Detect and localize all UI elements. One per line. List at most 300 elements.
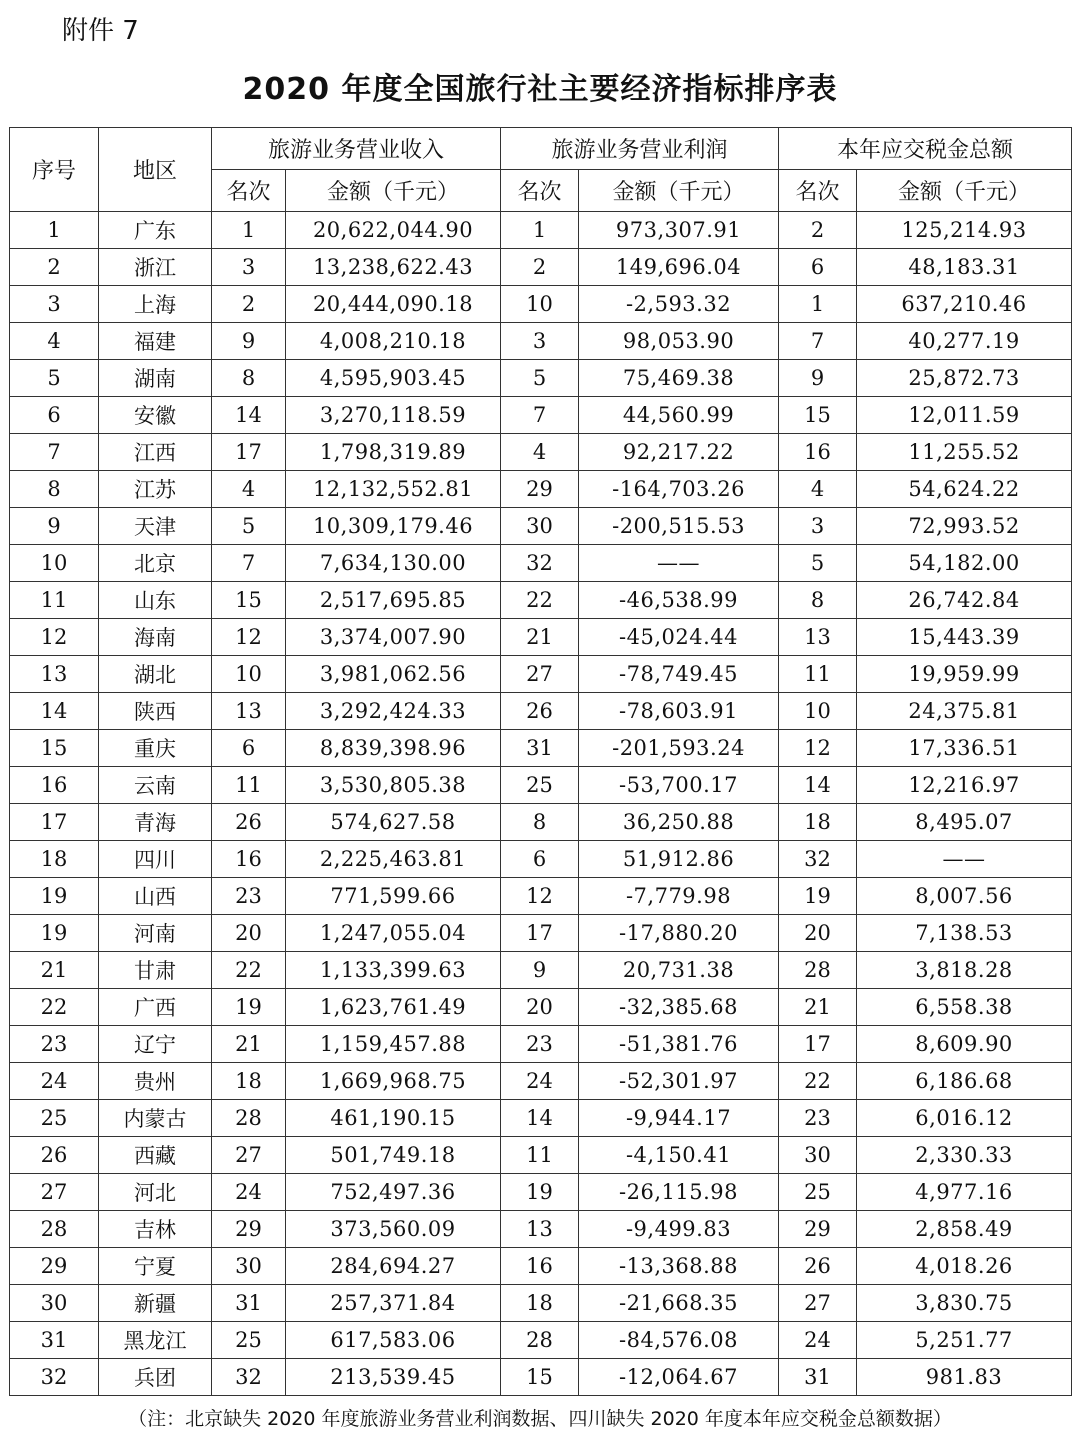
cell-seq: 1 <box>10 212 99 249</box>
cell-seq: 23 <box>10 1026 99 1063</box>
cell-tax-rank: 32 <box>779 841 857 878</box>
cell-profit-rank: 18 <box>501 1285 579 1322</box>
cell-profit-rank: 28 <box>501 1322 579 1359</box>
cell-profit-rank: 32 <box>501 545 579 582</box>
table-row <box>10 508 1072 545</box>
table-row <box>10 1211 1072 1248</box>
cell-revenue-amount: 752,497.36 <box>286 1174 501 1211</box>
header-seq: 序号 <box>10 128 99 212</box>
cell-profit-rank: 22 <box>501 582 579 619</box>
cell-tax-rank: 8 <box>779 582 857 619</box>
cell-revenue-rank: 23 <box>212 878 286 915</box>
cell-revenue-amount: 213,539.45 <box>286 1359 501 1396</box>
cell-tax-rank: 3 <box>779 508 857 545</box>
cell-tax-amount: 3,818.28 <box>857 952 1072 989</box>
cell-revenue-rank: 28 <box>212 1100 286 1137</box>
cell-revenue-amount: 284,694.27 <box>286 1248 501 1285</box>
cell-profit-rank: 1 <box>501 212 579 249</box>
cell-tax-rank: 16 <box>779 434 857 471</box>
cell-region: 贵州 <box>99 1063 212 1100</box>
cell-revenue-amount: 461,190.15 <box>286 1100 501 1137</box>
cell-revenue-rank: 17 <box>212 434 286 471</box>
cell-tax-amount: 25,872.73 <box>857 360 1072 397</box>
cell-profit-amount: -78,603.91 <box>579 693 779 730</box>
table-row <box>10 915 1072 952</box>
cell-revenue-amount: 574,627.58 <box>286 804 501 841</box>
cell-profit-rank: 31 <box>501 730 579 767</box>
cell-revenue-rank: 25 <box>212 1322 286 1359</box>
cell-profit-amount: 44,560.99 <box>579 397 779 434</box>
table-row <box>10 1322 1072 1359</box>
table-row <box>10 360 1072 397</box>
cell-revenue-rank: 3 <box>212 249 286 286</box>
cell-profit-amount: 51,912.86 <box>579 841 779 878</box>
cell-profit-amount: -13,368.88 <box>579 1248 779 1285</box>
cell-profit-amount: -9,944.17 <box>579 1100 779 1137</box>
table-row <box>10 878 1072 915</box>
cell-profit-rank: 17 <box>501 915 579 952</box>
cell-tax-rank: 19 <box>779 878 857 915</box>
cell-tax-amount: 4,977.16 <box>857 1174 1072 1211</box>
cell-region: 天津 <box>99 508 212 545</box>
cell-region: 江苏 <box>99 471 212 508</box>
cell-region: 黑龙江 <box>99 1322 212 1359</box>
cell-revenue-amount: 3,292,424.33 <box>286 693 501 730</box>
header-tax-group: 本年应交税金总额 <box>779 128 1072 170</box>
cell-region: 北京 <box>99 545 212 582</box>
cell-revenue-rank: 8 <box>212 360 286 397</box>
cell-revenue-rank: 24 <box>212 1174 286 1211</box>
cell-profit-amount: -9,499.83 <box>579 1211 779 1248</box>
cell-tax-rank: 15 <box>779 397 857 434</box>
cell-profit-amount: 20,731.38 <box>579 952 779 989</box>
cell-seq: 6 <box>10 397 99 434</box>
cell-tax-amount: 5,251.77 <box>857 1322 1072 1359</box>
cell-revenue-amount: 373,560.09 <box>286 1211 501 1248</box>
cell-seq: 5 <box>10 360 99 397</box>
header-tax-amount: 金额（千元） <box>857 170 1072 212</box>
cell-tax-amount: 4,018.26 <box>857 1248 1072 1285</box>
cell-revenue-amount: 3,981,062.56 <box>286 656 501 693</box>
cell-region: 河北 <box>99 1174 212 1211</box>
cell-tax-amount: 8,007.56 <box>857 878 1072 915</box>
cell-tax-amount: 637,210.46 <box>857 286 1072 323</box>
cell-tax-rank: 26 <box>779 1248 857 1285</box>
cell-revenue-amount: 3,530,805.38 <box>286 767 501 804</box>
cell-seq: 8 <box>10 471 99 508</box>
cell-region: 兵团 <box>99 1359 212 1396</box>
cell-profit-amount: -84,576.08 <box>579 1322 779 1359</box>
cell-tax-rank: 29 <box>779 1211 857 1248</box>
cell-profit-rank: 19 <box>501 1174 579 1211</box>
cell-tax-rank: 7 <box>779 323 857 360</box>
cell-revenue-rank: 10 <box>212 656 286 693</box>
cell-revenue-rank: 12 <box>212 619 286 656</box>
cell-region: 广西 <box>99 989 212 1026</box>
cell-seq: 18 <box>10 841 99 878</box>
cell-region: 四川 <box>99 841 212 878</box>
cell-revenue-amount: 1,133,399.63 <box>286 952 501 989</box>
cell-seq: 25 <box>10 1100 99 1137</box>
cell-tax-rank: 12 <box>779 730 857 767</box>
cell-profit-rank: 13 <box>501 1211 579 1248</box>
cell-profit-rank: 27 <box>501 656 579 693</box>
cell-seq: 7 <box>10 434 99 471</box>
cell-revenue-rank: 30 <box>212 1248 286 1285</box>
cell-revenue-rank: 31 <box>212 1285 286 1322</box>
table-row <box>10 841 1072 878</box>
cell-region: 湖南 <box>99 360 212 397</box>
cell-seq: 11 <box>10 582 99 619</box>
header-tax-rank: 名次 <box>779 170 857 212</box>
cell-seq: 29 <box>10 1248 99 1285</box>
cell-region: 山东 <box>99 582 212 619</box>
cell-region: 陕西 <box>99 693 212 730</box>
header-revenue-amount: 金额（千元） <box>286 170 501 212</box>
page-title: 2020 年度全国旅行社主要经济指标排序表 <box>242 72 838 107</box>
cell-seq: 13 <box>10 656 99 693</box>
cell-region: 浙江 <box>99 249 212 286</box>
cell-tax-rank: 5 <box>779 545 857 582</box>
table-row <box>10 582 1072 619</box>
cell-tax-amount: 981.83 <box>857 1359 1072 1396</box>
cell-profit-rank: 23 <box>501 1026 579 1063</box>
cell-tax-amount: 15,443.39 <box>857 619 1072 656</box>
cell-tax-amount: 72,993.52 <box>857 508 1072 545</box>
cell-region: 甘肃 <box>99 952 212 989</box>
cell-revenue-amount: 617,583.06 <box>286 1322 501 1359</box>
cell-tax-rank: 22 <box>779 1063 857 1100</box>
cell-tax-amount: 12,011.59 <box>857 397 1072 434</box>
cell-tax-rank: 20 <box>779 915 857 952</box>
cell-profit-rank: 21 <box>501 619 579 656</box>
cell-profit-rank: 8 <box>501 804 579 841</box>
cell-revenue-amount: 1,623,761.49 <box>286 989 501 1026</box>
cell-revenue-rank: 20 <box>212 915 286 952</box>
cell-profit-rank: 26 <box>501 693 579 730</box>
cell-profit-amount: 149,696.04 <box>579 249 779 286</box>
header-profit-group: 旅游业务营业利润 <box>501 128 779 170</box>
cell-revenue-amount: 3,270,118.59 <box>286 397 501 434</box>
cell-revenue-rank: 14 <box>212 397 286 434</box>
header-profit-amount: 金额（千元） <box>579 170 779 212</box>
table-row <box>10 1063 1072 1100</box>
cell-profit-amount: -201,593.24 <box>579 730 779 767</box>
table-row <box>10 545 1072 582</box>
cell-profit-rank: 20 <box>501 989 579 1026</box>
cell-region: 西藏 <box>99 1137 212 1174</box>
cell-seq: 14 <box>10 693 99 730</box>
cell-tax-rank: 24 <box>779 1322 857 1359</box>
cell-revenue-rank: 13 <box>212 693 286 730</box>
cell-profit-rank: 24 <box>501 1063 579 1100</box>
cell-tax-amount: 11,255.52 <box>857 434 1072 471</box>
cell-profit-rank: 15 <box>501 1359 579 1396</box>
table-row <box>10 1026 1072 1063</box>
cell-tax-amount: 54,182.00 <box>857 545 1072 582</box>
cell-tax-amount: 2,330.33 <box>857 1137 1072 1174</box>
cell-profit-amount: —— <box>579 545 779 582</box>
cell-revenue-amount: 10,309,179.46 <box>286 508 501 545</box>
cell-profit-rank: 10 <box>501 286 579 323</box>
table-row <box>10 434 1072 471</box>
cell-seq: 32 <box>10 1359 99 1396</box>
cell-tax-amount: 40,277.19 <box>857 323 1072 360</box>
cell-seq: 16 <box>10 767 99 804</box>
cell-revenue-amount: 771,599.66 <box>286 878 501 915</box>
cell-profit-rank: 12 <box>501 878 579 915</box>
cell-tax-rank: 9 <box>779 360 857 397</box>
table-row <box>10 1174 1072 1211</box>
cell-tax-amount: 26,742.84 <box>857 582 1072 619</box>
cell-profit-amount: -200,515.53 <box>579 508 779 545</box>
cell-tax-rank: 13 <box>779 619 857 656</box>
cell-revenue-amount: 1,669,968.75 <box>286 1063 501 1100</box>
table-row <box>10 397 1072 434</box>
cell-tax-amount: 17,336.51 <box>857 730 1072 767</box>
cell-region: 新疆 <box>99 1285 212 1322</box>
cell-profit-rank: 2 <box>501 249 579 286</box>
cell-seq: 24 <box>10 1063 99 1100</box>
cell-seq: 31 <box>10 1322 99 1359</box>
cell-tax-amount: 3,830.75 <box>857 1285 1072 1322</box>
cell-seq: 22 <box>10 989 99 1026</box>
cell-seq: 27 <box>10 1174 99 1211</box>
cell-profit-rank: 16 <box>501 1248 579 1285</box>
cell-profit-rank: 9 <box>501 952 579 989</box>
cell-profit-rank: 11 <box>501 1137 579 1174</box>
cell-profit-amount: -78,749.45 <box>579 656 779 693</box>
table-row <box>10 730 1072 767</box>
header-revenue-group: 旅游业务营业收入 <box>212 128 501 170</box>
table-row <box>10 286 1072 323</box>
cell-tax-rank: 4 <box>779 471 857 508</box>
cell-profit-amount: 92,217.22 <box>579 434 779 471</box>
cell-revenue-amount: 20,444,090.18 <box>286 286 501 323</box>
cell-profit-rank: 30 <box>501 508 579 545</box>
table-row <box>10 1137 1072 1174</box>
cell-revenue-amount: 501,749.18 <box>286 1137 501 1174</box>
cell-revenue-rank: 32 <box>212 1359 286 1396</box>
cell-revenue-amount: 12,132,552.81 <box>286 471 501 508</box>
cell-region: 河南 <box>99 915 212 952</box>
cell-revenue-rank: 5 <box>212 508 286 545</box>
table-row <box>10 212 1072 249</box>
cell-revenue-amount: 4,008,210.18 <box>286 323 501 360</box>
cell-revenue-amount: 3,374,007.90 <box>286 619 501 656</box>
cell-revenue-rank: 16 <box>212 841 286 878</box>
cell-seq: 26 <box>10 1137 99 1174</box>
cell-profit-amount: -17,880.20 <box>579 915 779 952</box>
header-profit-rank: 名次 <box>501 170 579 212</box>
header-region: 地区 <box>99 128 212 212</box>
cell-revenue-amount: 7,634,130.00 <box>286 545 501 582</box>
cell-seq: 21 <box>10 952 99 989</box>
cell-revenue-rank: 2 <box>212 286 286 323</box>
table-row <box>10 952 1072 989</box>
cell-tax-amount: 8,495.07 <box>857 804 1072 841</box>
cell-profit-amount: -46,538.99 <box>579 582 779 619</box>
cell-region: 海南 <box>99 619 212 656</box>
cell-revenue-amount: 1,798,319.89 <box>286 434 501 471</box>
cell-revenue-amount: 1,159,457.88 <box>286 1026 501 1063</box>
cell-tax-amount: 48,183.31 <box>857 249 1072 286</box>
table-row <box>10 1359 1072 1396</box>
cell-region: 山西 <box>99 878 212 915</box>
cell-seq: 19 <box>10 878 99 915</box>
cell-seq: 19 <box>10 915 99 952</box>
cell-revenue-amount: 20,622,044.90 <box>286 212 501 249</box>
cell-profit-rank: 7 <box>501 397 579 434</box>
cell-revenue-rank: 9 <box>212 323 286 360</box>
footnote: （注：北京缺失 2020 年度旅游业务营业利润数据、四川缺失 2020 年度本年应交税金总额数据） <box>128 1408 952 1430</box>
cell-revenue-rank: 21 <box>212 1026 286 1063</box>
table-row <box>10 804 1072 841</box>
cell-revenue-rank: 15 <box>212 582 286 619</box>
cell-tax-amount: 6,186.68 <box>857 1063 1072 1100</box>
cell-tax-rank: 27 <box>779 1285 857 1322</box>
cell-seq: 12 <box>10 619 99 656</box>
cell-profit-amount: 98,053.90 <box>579 323 779 360</box>
cell-tax-amount: 19,959.99 <box>857 656 1072 693</box>
cell-region: 福建 <box>99 323 212 360</box>
cell-region: 湖北 <box>99 656 212 693</box>
cell-revenue-amount: 257,371.84 <box>286 1285 501 1322</box>
cell-tax-rank: 23 <box>779 1100 857 1137</box>
ranking-table <box>9 127 1072 1396</box>
cell-region: 安徽 <box>99 397 212 434</box>
cell-tax-rank: 14 <box>779 767 857 804</box>
cell-revenue-rank: 6 <box>212 730 286 767</box>
table-row <box>10 323 1072 360</box>
cell-profit-amount: -45,024.44 <box>579 619 779 656</box>
cell-region: 上海 <box>99 286 212 323</box>
cell-profit-rank: 25 <box>501 767 579 804</box>
cell-profit-rank: 14 <box>501 1100 579 1137</box>
cell-seq: 17 <box>10 804 99 841</box>
cell-tax-amount: 7,138.53 <box>857 915 1072 952</box>
cell-seq: 15 <box>10 730 99 767</box>
cell-revenue-rank: 26 <box>212 804 286 841</box>
cell-region: 广东 <box>99 212 212 249</box>
table-row <box>10 249 1072 286</box>
cell-tax-amount: 8,609.90 <box>857 1026 1072 1063</box>
cell-revenue-rank: 1 <box>212 212 286 249</box>
cell-tax-amount: —— <box>857 841 1072 878</box>
cell-revenue-rank: 18 <box>212 1063 286 1100</box>
table-row <box>10 471 1072 508</box>
table-row <box>10 1285 1072 1322</box>
cell-region: 宁夏 <box>99 1248 212 1285</box>
cell-region: 吉林 <box>99 1211 212 1248</box>
cell-tax-rank: 11 <box>779 656 857 693</box>
cell-seq: 9 <box>10 508 99 545</box>
attachment-label: 附件 7 <box>62 16 139 46</box>
cell-region: 重庆 <box>99 730 212 767</box>
table-row <box>10 1248 1072 1285</box>
table-row <box>10 989 1072 1026</box>
cell-tax-amount: 6,016.12 <box>857 1100 1072 1137</box>
cell-tax-amount: 6,558.38 <box>857 989 1072 1026</box>
cell-profit-rank: 4 <box>501 434 579 471</box>
cell-region: 辽宁 <box>99 1026 212 1063</box>
cell-revenue-rank: 22 <box>212 952 286 989</box>
table-row <box>10 767 1072 804</box>
cell-tax-rank: 17 <box>779 1026 857 1063</box>
cell-tax-rank: 31 <box>779 1359 857 1396</box>
cell-tax-amount: 2,858.49 <box>857 1211 1072 1248</box>
cell-tax-rank: 30 <box>779 1137 857 1174</box>
table-row <box>10 693 1072 730</box>
cell-tax-amount: 12,216.97 <box>857 767 1072 804</box>
cell-profit-amount: -12,064.67 <box>579 1359 779 1396</box>
cell-revenue-amount: 2,225,463.81 <box>286 841 501 878</box>
cell-profit-rank: 3 <box>501 323 579 360</box>
cell-tax-rank: 10 <box>779 693 857 730</box>
cell-seq: 28 <box>10 1211 99 1248</box>
cell-profit-amount: 36,250.88 <box>579 804 779 841</box>
cell-tax-rank: 1 <box>779 286 857 323</box>
cell-profit-amount: -4,150.41 <box>579 1137 779 1174</box>
cell-profit-rank: 6 <box>501 841 579 878</box>
cell-seq: 4 <box>10 323 99 360</box>
cell-profit-amount: -21,668.35 <box>579 1285 779 1322</box>
cell-revenue-rank: 29 <box>212 1211 286 1248</box>
cell-revenue-rank: 11 <box>212 767 286 804</box>
cell-profit-amount: -51,381.76 <box>579 1026 779 1063</box>
cell-profit-rank: 5 <box>501 360 579 397</box>
cell-profit-amount: -26,115.98 <box>579 1174 779 1211</box>
cell-revenue-rank: 4 <box>212 471 286 508</box>
cell-profit-amount: 973,307.91 <box>579 212 779 249</box>
cell-region: 青海 <box>99 804 212 841</box>
cell-profit-rank: 29 <box>501 471 579 508</box>
cell-tax-amount: 125,214.93 <box>857 212 1072 249</box>
cell-tax-rank: 25 <box>779 1174 857 1211</box>
cell-profit-amount: -52,301.97 <box>579 1063 779 1100</box>
cell-profit-amount: -53,700.17 <box>579 767 779 804</box>
table-row <box>10 619 1072 656</box>
cell-tax-rank: 28 <box>779 952 857 989</box>
cell-seq: 3 <box>10 286 99 323</box>
cell-revenue-rank: 27 <box>212 1137 286 1174</box>
cell-revenue-amount: 8,839,398.96 <box>286 730 501 767</box>
cell-seq: 30 <box>10 1285 99 1322</box>
header-revenue-rank: 名次 <box>212 170 286 212</box>
cell-region: 内蒙古 <box>99 1100 212 1137</box>
cell-revenue-amount: 1,247,055.04 <box>286 915 501 952</box>
cell-profit-amount: -164,703.26 <box>579 471 779 508</box>
cell-seq: 2 <box>10 249 99 286</box>
cell-profit-amount: 75,469.38 <box>579 360 779 397</box>
cell-revenue-amount: 4,595,903.45 <box>286 360 501 397</box>
table-body <box>10 212 1072 1396</box>
cell-tax-rank: 21 <box>779 989 857 1026</box>
cell-profit-amount: -7,779.98 <box>579 878 779 915</box>
cell-tax-rank: 18 <box>779 804 857 841</box>
cell-revenue-amount: 2,517,695.85 <box>286 582 501 619</box>
cell-profit-amount: -32,385.68 <box>579 989 779 1026</box>
cell-tax-rank: 6 <box>779 249 857 286</box>
cell-revenue-rank: 19 <box>212 989 286 1026</box>
cell-revenue-rank: 7 <box>212 545 286 582</box>
table-row <box>10 1100 1072 1137</box>
cell-region: 江西 <box>99 434 212 471</box>
table-row <box>10 656 1072 693</box>
cell-profit-amount: -2,593.32 <box>579 286 779 323</box>
cell-tax-amount: 54,624.22 <box>857 471 1072 508</box>
cell-region: 云南 <box>99 767 212 804</box>
